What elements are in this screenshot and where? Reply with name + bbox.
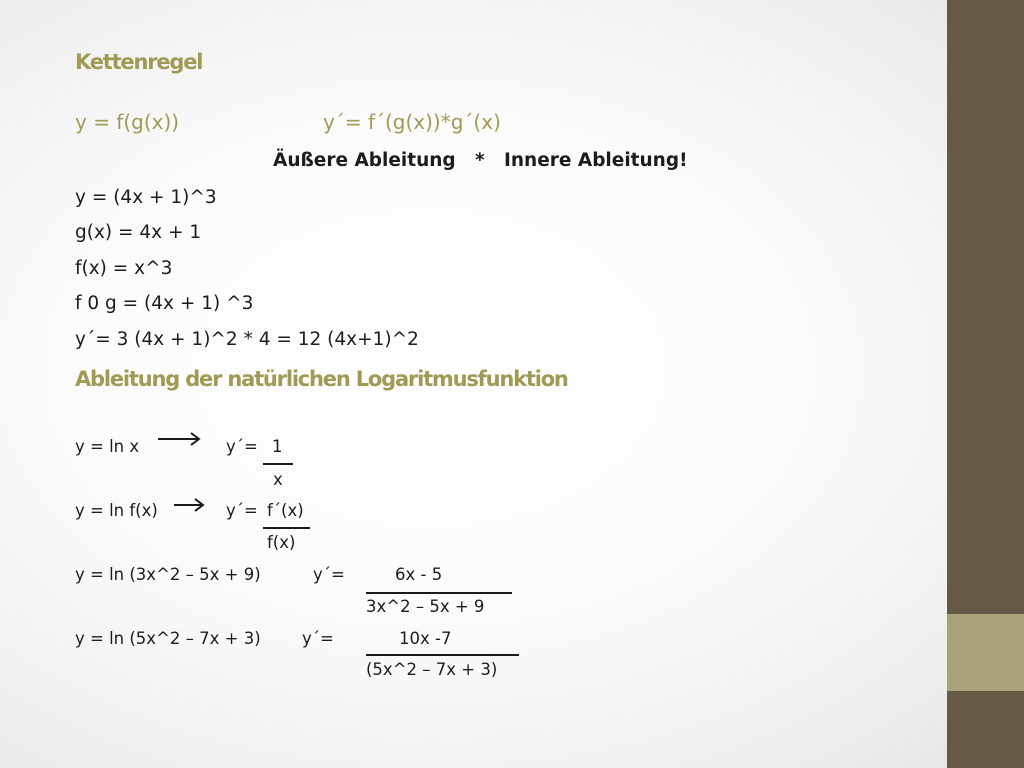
log-example-function: y = ln (3x^2 – 5x + 9) bbox=[75, 565, 261, 584]
fraction-bar bbox=[366, 654, 519, 656]
formula-chain-rule-function: y = f(g(x)) bbox=[75, 110, 180, 134]
fraction-bar bbox=[366, 592, 512, 594]
example-line: y´= 3 (4x + 1)^2 * 4 = 12 (4x+1)^2 bbox=[75, 329, 419, 350]
example-line: f 0 g = (4x + 1) ^3 bbox=[75, 293, 254, 314]
log-example-yprime: y´= bbox=[226, 501, 258, 520]
log-example-function: y = ln x bbox=[75, 437, 140, 456]
fraction-numerator: f´(x) bbox=[267, 501, 304, 520]
fraction-denominator: x bbox=[273, 470, 283, 489]
section-title-chain-rule: Kettenregel bbox=[75, 50, 203, 74]
formula-chain-rule-derivative: y´= f´(g(x))*g´(x) bbox=[323, 110, 501, 134]
log-example-function: y = ln f(x) bbox=[75, 501, 158, 520]
emphasis-line: Äußere Ableitung * Innere Ableitung! bbox=[273, 150, 688, 171]
example-line: f(x) = x^3 bbox=[75, 258, 173, 279]
fraction-bar bbox=[263, 463, 293, 465]
fraction-numerator: 10x -7 bbox=[399, 629, 452, 648]
fraction-numerator: 6x - 5 bbox=[395, 565, 443, 584]
log-example-yprime: y´= bbox=[313, 565, 345, 584]
fraction-bar bbox=[263, 527, 310, 529]
log-example-function: y = ln (5x^2 – 7x + 3) bbox=[75, 629, 261, 648]
arrow-right-icon bbox=[158, 432, 202, 446]
arrow-right-icon bbox=[174, 498, 206, 512]
example-line: g(x) = 4x + 1 bbox=[75, 222, 202, 243]
fraction-denominator: (5x^2 – 7x + 3) bbox=[366, 660, 498, 679]
sidebar-accent-block bbox=[947, 614, 1024, 691]
fraction-numerator: 1 bbox=[272, 437, 283, 456]
log-example-yprime: y´= bbox=[226, 437, 258, 456]
example-line: y = (4x + 1)^3 bbox=[75, 187, 217, 208]
fraction-denominator: f(x) bbox=[267, 533, 296, 552]
fraction-denominator: 3x^2 – 5x + 9 bbox=[366, 597, 485, 616]
section-title-log-derivative: Ableitung der natürlichen Logaritmusfunktion bbox=[75, 367, 568, 391]
log-example-yprime: y´= bbox=[302, 629, 334, 648]
